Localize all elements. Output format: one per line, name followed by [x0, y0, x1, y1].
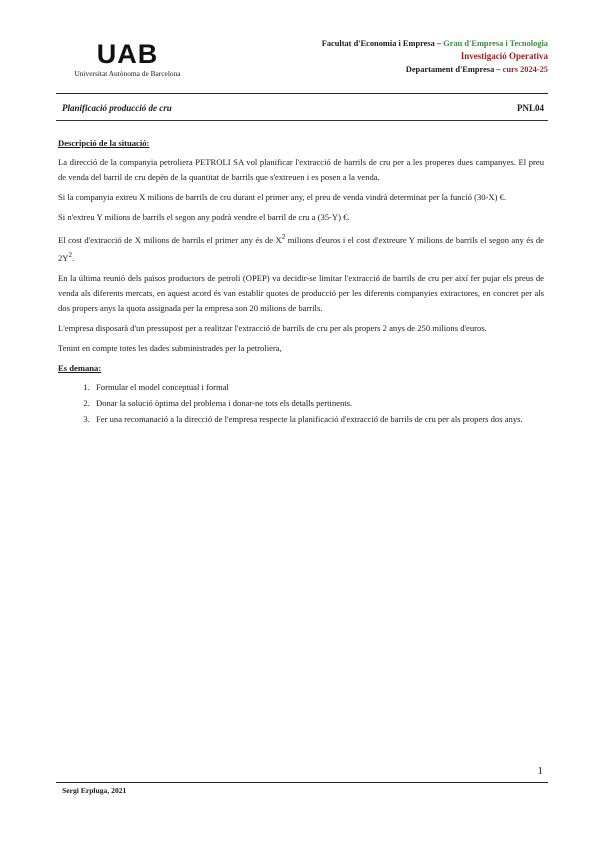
footer-divider — [56, 782, 548, 783]
questions-list — [58, 380, 544, 427]
page-number: 1 — [537, 765, 543, 777]
paragraph-7: Tenint en compte totes les dades subministrades per la petroliera, — [58, 342, 282, 353]
paragraph-2: Si la companyia extreu X milions de barrils de cru durant el primer any, el preu de venda vindrà determinat per la funció (30-X) €. — [58, 192, 507, 202]
subheader-divider — [56, 120, 548, 121]
paragraph-6: L'empresa disposarà d'un pressupost per a realitzar l'extracció de barrils de cru per als propers 2 anys de 250 milions d'euros. — [58, 322, 487, 333]
paragraph-4-sup-1: 2 — [281, 233, 286, 241]
exercise-code: PNL04 — [517, 103, 544, 113]
paragraph-4-sup-2: 2 — [68, 250, 73, 259]
footer-author: Sergi Erpluga, 2021 — [62, 786, 127, 795]
questions-heading: Es demana: — [58, 362, 102, 373]
header-divider — [56, 93, 548, 94]
header-info — [322, 37, 548, 76]
list-item: 1. Formular el model conceptual i formal — [92, 380, 544, 395]
paragraph-4-c: . — [72, 252, 75, 263]
paragraph-4 — [58, 230, 544, 266]
logo-text: UAB — [96, 39, 159, 69]
faculty-line — [322, 37, 548, 50]
course-name: Investigació Operativa — [460, 51, 548, 61]
degree-name: Grau d'Empresa i Tecnologia — [443, 39, 548, 48]
uab-logo-mark — [60, 40, 195, 68]
department-name: Departament d'Empresa – — [405, 65, 503, 74]
paragraph-5: En la última reunió dels països productors de petroli (OPEP) va decidir-se limitar l'extracció de barrils de cru per així fer pujar els preus de venda als diferents mercats, en aquest acord és van establir quotes de producció per les diferents companyies extractores, en concret per als dos propers anys la quota assignada per la empresa son 20 milions de barrils. — [58, 272, 544, 313]
document-body — [58, 136, 544, 428]
paragraph-1: La direcció de la companyia petroliera PETROLI SA vol planificar l'extracció de barrils de cru per a les properes dues campanyes. El preu de venda del barril de cru depèn de la quantitat de barrils que s'extreuen i es posen a la venda. — [58, 157, 544, 182]
description-heading: Descripció de la situació: — [58, 138, 150, 148]
paragraph-4-b: milions d'euros i el cost d'extreure Y milions de barrils el segon any és de 2Y — [58, 234, 545, 263]
paragraph-4-a: El cost d'extracció de X milions de barrils el primer any és de X — [58, 234, 282, 245]
list-item: 2. Donar la solució òptima del problema i donar-ne tots els detalls pertinents. — [92, 396, 544, 411]
department-line — [322, 63, 548, 76]
list-item: 3. Fer una recomanació a la direcció de l'empresa respecte la planificació d'extracció de barrils de cru per als propers dos anys. — [92, 412, 544, 427]
uab-logo — [60, 40, 195, 78]
faculty-name: Facultat d'Economia i Empresa – — [321, 39, 444, 48]
logo-subtitle: Universitat Autònoma de Barcelona — [74, 69, 181, 78]
paragraph-3: Si n'extreu Y milions de barrils el segon any podrà vendre el barril de cru a (35-Y) €. — [58, 212, 350, 222]
exercise-title: Planificació producció de cru — [62, 103, 172, 113]
course-year: curs 2024-25 — [502, 65, 548, 74]
